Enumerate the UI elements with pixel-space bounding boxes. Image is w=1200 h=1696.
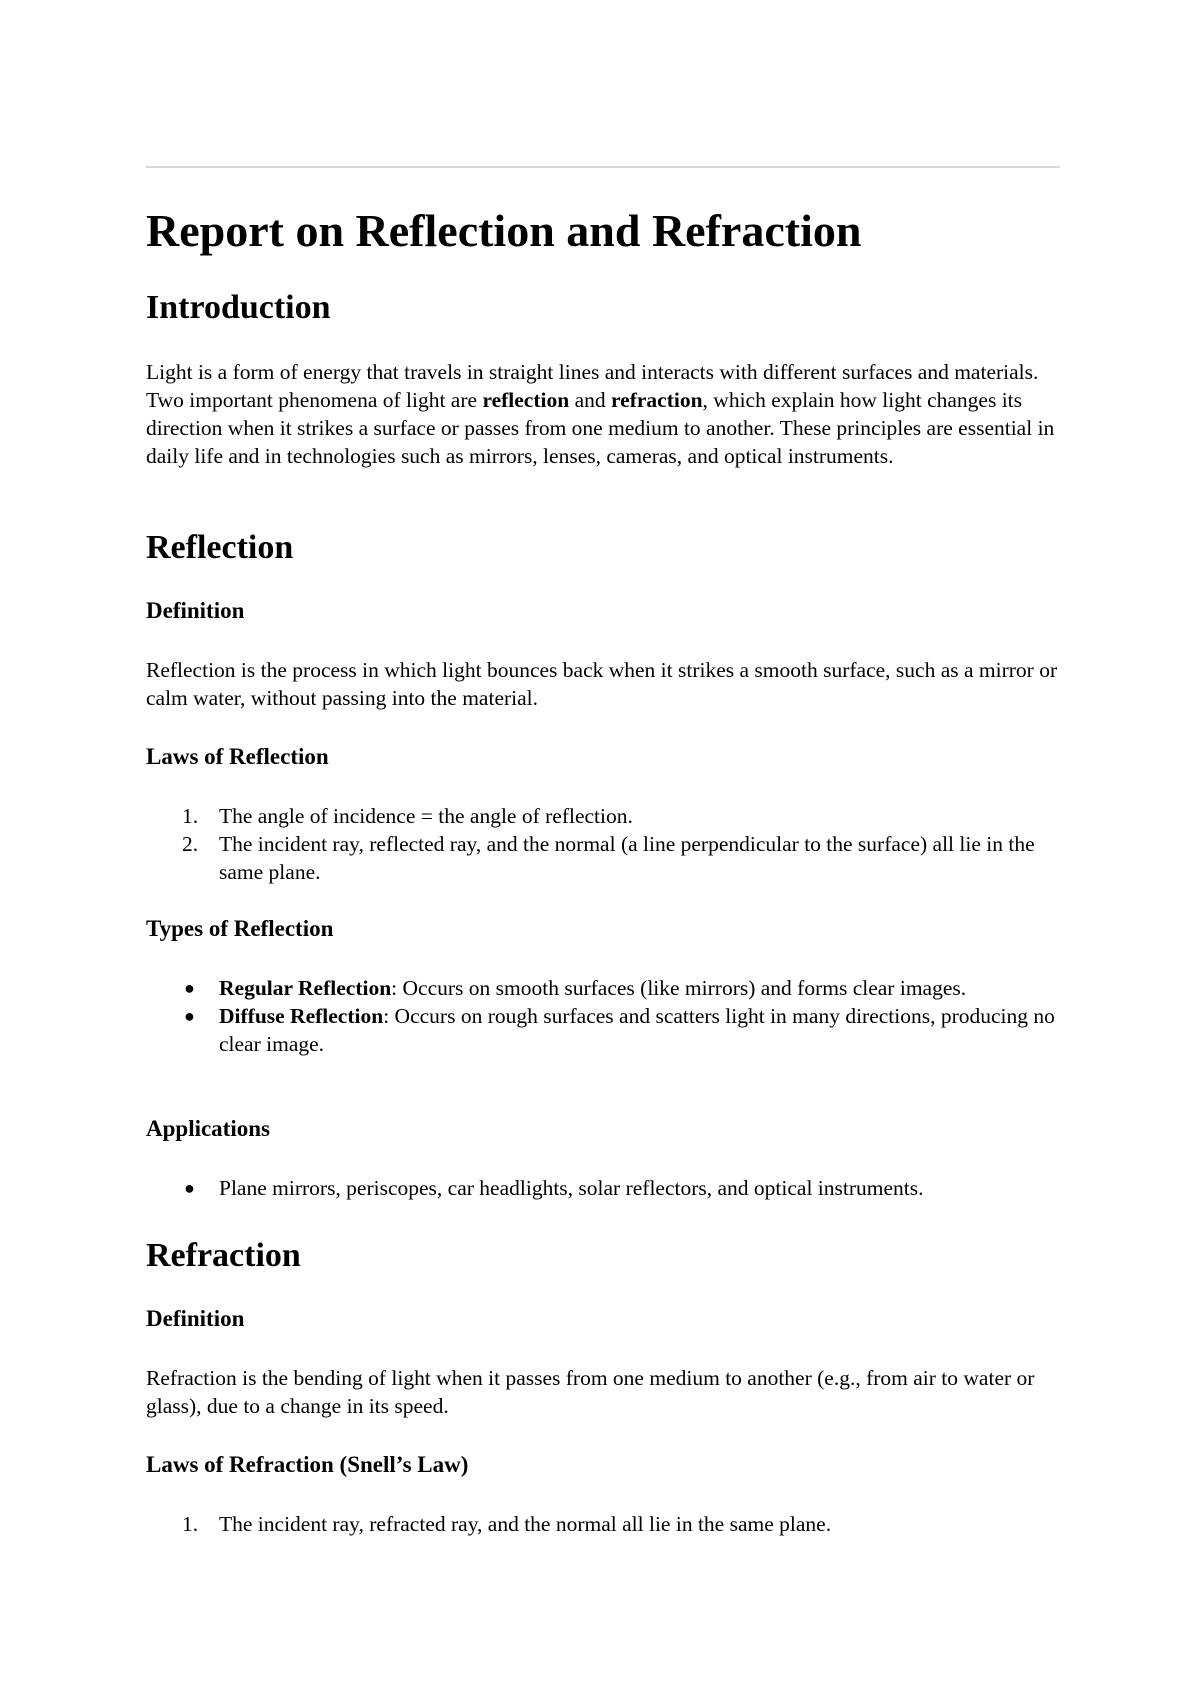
list-item: ● Regular Reflection: Occurs on smooth surfaces (like mirrors) and forms clear images. <box>184 976 967 1000</box>
bullet-icon: ● <box>184 978 195 998</box>
refraction-heading: Refraction <box>146 1237 301 1274</box>
list-item: ● Plane mirrors, periscopes, car headlights, solar reflectors, and optical instruments. <box>184 1176 924 1200</box>
applications-heading: Applications <box>146 1116 270 1141</box>
list-item: 1. The angle of incidence = the angle of reflection. <box>182 804 633 828</box>
refraction-definition-heading: Definition <box>146 1306 245 1331</box>
applications-list <box>146 1174 1060 1202</box>
reflection-definition-paragraph: Reflection is the process in which light bounces back when it strikes a smooth surface, such as a mirror or calm water, without passing into the material. <box>146 658 1058 710</box>
document-title: Report on Reflection and Refraction <box>146 205 862 256</box>
list-item: 2. The incident ray, reflected ray, and the normal (a line perpendicular to the surface) all lie in the same plane. <box>182 832 1035 884</box>
types-of-reflection-heading: Types of Reflection <box>146 916 334 941</box>
bullet-icon: ● <box>184 1006 195 1026</box>
bold-term-reflection: reflection <box>482 388 570 412</box>
list-item: 1. The incident ray, refracted ray, and the normal all lie in the same plane. <box>182 1512 832 1536</box>
laws-of-refraction-list <box>146 1510 1060 1538</box>
laws-of-reflection-heading: Laws of Reflection <box>146 744 329 769</box>
types-of-reflection-list <box>146 974 1060 1058</box>
refraction-definition-paragraph: Refraction is the bending of light when it passes from one medium to another (e.g., from air to water or glass), due to a change in its speed. <box>146 1366 1035 1418</box>
list-item: ● Diffuse Reflection: Occurs on rough surfaces and scatters light in many directions, producing no clear image. <box>184 1004 1055 1056</box>
introduction-heading: Introduction <box>146 289 331 326</box>
laws-of-reflection-list <box>146 802 1060 886</box>
laws-of-refraction-heading: Laws of Refraction (Snell’s Law) <box>146 1452 469 1477</box>
bold-term-refraction: refraction <box>611 388 703 412</box>
horizontal-rule <box>146 166 1060 168</box>
reflection-heading: Reflection <box>146 529 294 566</box>
bullet-icon: ● <box>184 1178 195 1198</box>
introduction-paragraph: Light is a form of energy that travels in straight lines and interacts with different surfaces and materials. Two important phenomena of light are reflection and refraction, which explain how light changes its direction when it strikes a surface or passes from one medium to another. These principles are essential in daily life and in technologies such as mirrors, lenses, cameras, and optical instruments. <box>146 360 1055 468</box>
reflection-definition-heading: Definition <box>146 598 245 623</box>
